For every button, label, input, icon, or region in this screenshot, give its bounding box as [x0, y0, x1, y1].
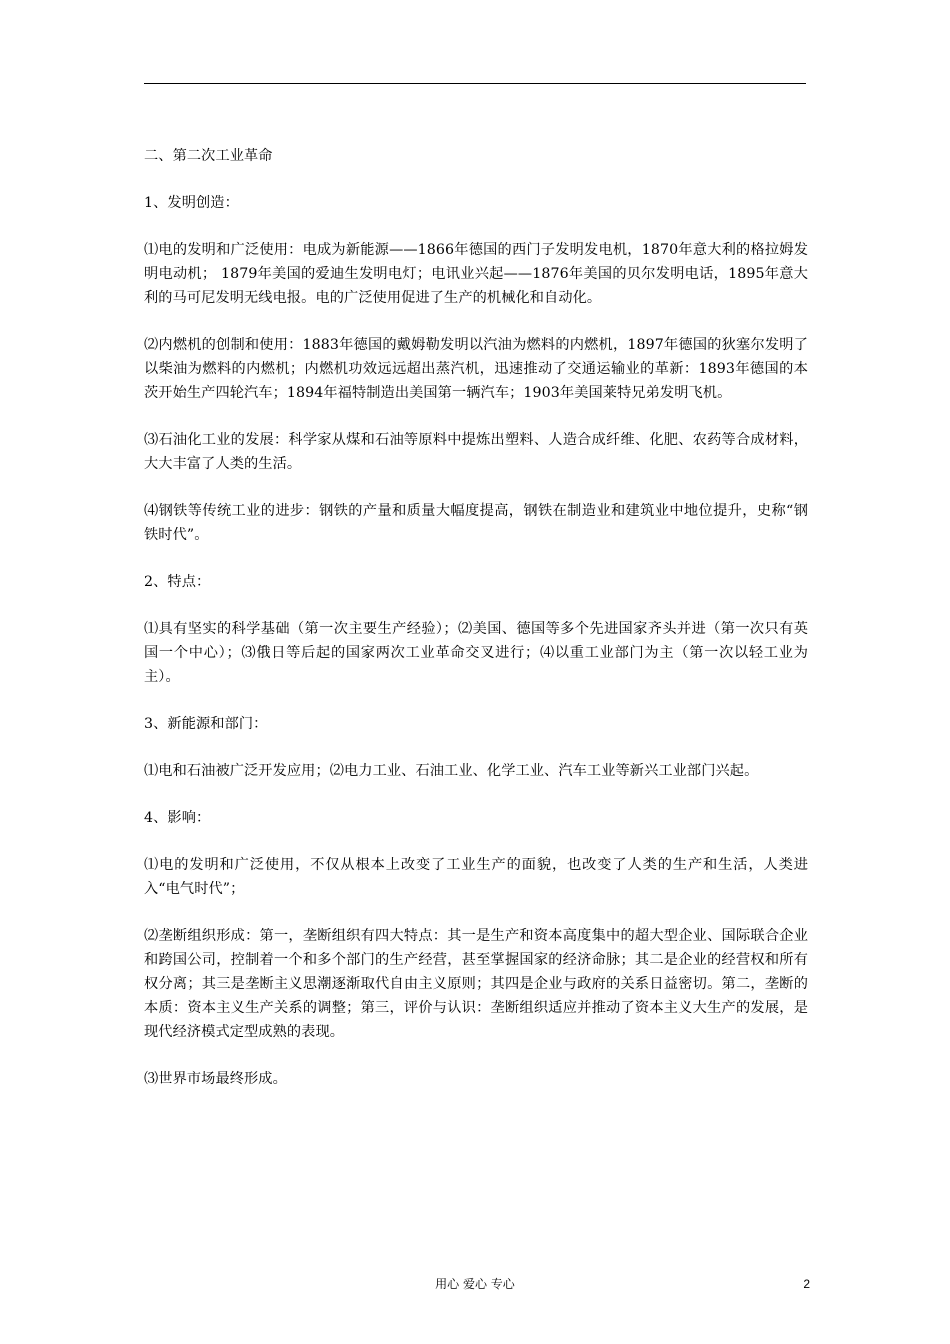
footer-motto: 用心 爱心 专心	[435, 1277, 515, 1291]
paragraph-features: ⑴具有坚实的科学基础（第一次主要生产经验）；⑵美国、德国等多个先进国家齐头并进（第一次只有英国一个中心）；⑶俄日等后起的国家两次工业革命交叉进行；⑷以重工业部门为主（第一次以轻工业为主）。	[144, 621, 808, 685]
section-title: 二、第二次工业革命	[144, 148, 273, 164]
subheading-inventions: 1、发明创造：	[144, 195, 239, 211]
header-rule	[144, 83, 806, 84]
paragraph-internal-combustion: ⑵内燃机的创制和使用：1883年德国的戴姆勒发明以汽油为燃料的内燃机，1897年德国的狄塞尔发明了以柴油为燃料的内燃机；内燃机功效远远超出蒸汽机，迅速推动了交通运输业的革新：1893年德国的本茨开始生产四轮汽车；1894年福特制造出美国第一辆汽车；1903年美国莱特兄弟发明飞机。	[144, 337, 808, 401]
subheading-impact: 4、影响：	[144, 810, 211, 826]
subheading-new-energy: 3、新能源和部门：	[144, 716, 268, 732]
paragraph-impact-world-market: ⑶世界市场最终形成。	[144, 1071, 287, 1087]
paragraph-impact-monopoly: ⑵垄断组织形成：第一，垄断组织有四大特点：其一是生产和资本高度集中的超大型企业、国际联合企业和跨国公司，控制着一个和多个部门的生产经营，甚至掌握国家的经济命脉；其二是企业的经营权和所有权分离；其三是垄断主义思潮逐渐取代自由主义原则；其四是企业与政府的关系日益密切。第二，垄断的本质：资本主义生产关系的调整；第三，评价与认识：垄断组织适应并推动了资本主义大生产的发展，是现代经济模式定型成熟的表现。	[144, 928, 808, 1040]
paragraph-new-energy: ⑴电和石油被广泛开发应用；⑵电力工业、石油工业、化学工业、汽车工业等新兴工业部门兴起。	[144, 763, 759, 779]
paragraph-impact-electric-age: ⑴电的发明和广泛使用，不仅从根本上改变了工业生产的面貌，也改变了人类的生产和生活，人类进入“电气时代”；	[144, 857, 808, 897]
paragraph-steel: ⑷钢铁等传统工业的进步：钢铁的产量和质量大幅度提高，钢铁在制造业和建筑业中地位提升，史称“钢铁时代”。	[144, 503, 808, 543]
page-number: 2	[803, 1277, 810, 1291]
paragraph-petrochemical: ⑶石油化工业的发展：科学家从煤和石油等原料中提炼出塑料、人造合成纤维、化肥、农药等合成材料，大大丰富了人类的生活。	[144, 432, 808, 472]
document-body	[144, 144, 808, 1114]
paragraph-electricity: ⑴电的发明和广泛使用：电成为新能源——1866年德国的西门子发明发电机，1870年意大利的格拉姆发明电动机； 1879年美国的爱迪生发明电灯；电讯业兴起——1876年美国的贝尔发明电话，1895年意大利的马可尼发明无线电报。电的广泛使用促进了生产的机械化和自动化。	[144, 242, 808, 306]
subheading-features: 2、特点：	[144, 574, 211, 590]
